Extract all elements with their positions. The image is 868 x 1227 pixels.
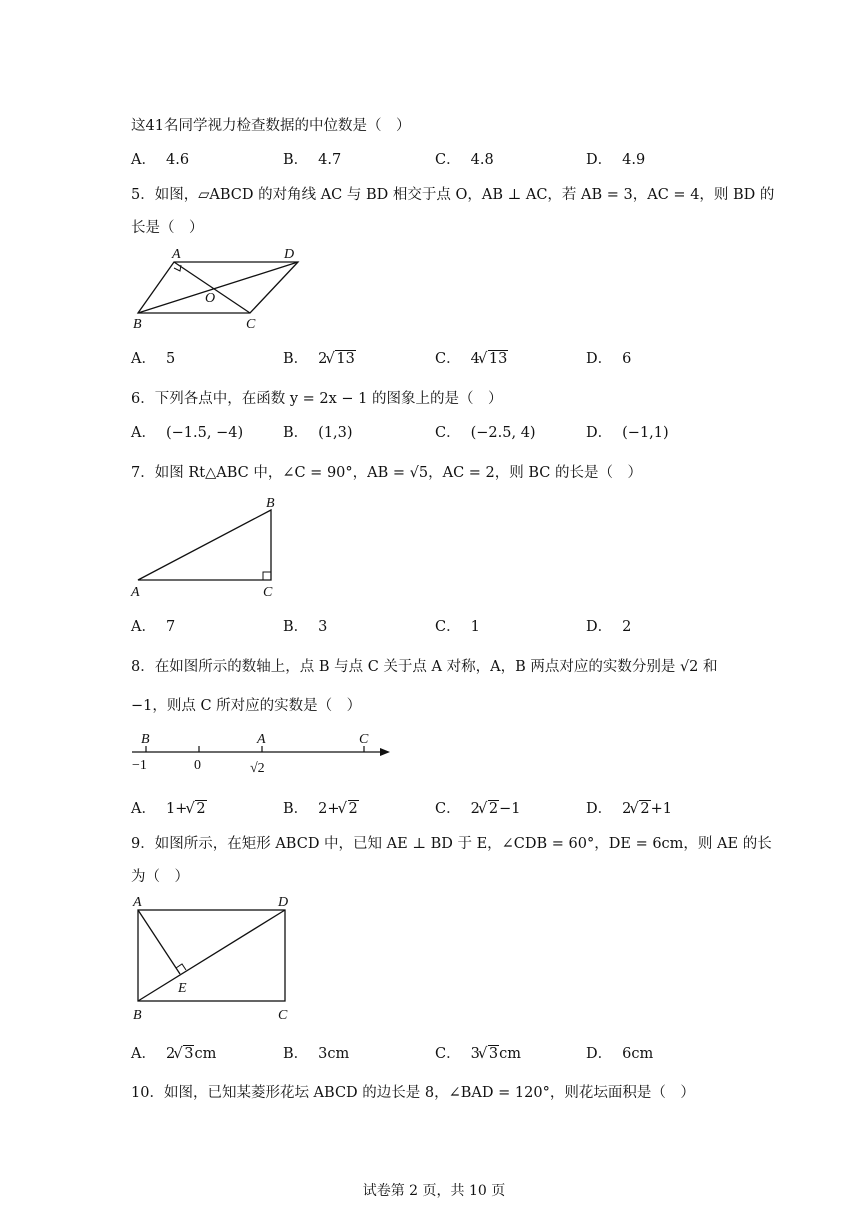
q6-option-d[interactable]: D． (−1,1) <box>586 425 669 441</box>
q4-option-a[interactable]: A． 4.6 <box>131 152 190 168</box>
page-footer: 试卷第 2 页，共 10 页 <box>362 1183 506 1199</box>
q4-option-c[interactable]: C． 4.8 <box>435 152 494 168</box>
q8-label-root-two: √2 <box>250 761 265 776</box>
q5-option-c[interactable]: C． 4√ 13 <box>435 347 508 368</box>
q5-label-o: O <box>205 291 216 306</box>
q7-option-c[interactable]: C． 1 <box>435 619 480 635</box>
q8-stem-line1: 8．在如图所示的数轴上，点 B 与点 C 关于点 A 对称，A，B 两点对应的实数分别是 √2 和 <box>131 659 718 675</box>
q7-label-a: A <box>131 585 140 600</box>
q7-option-b[interactable]: B． 3 <box>283 619 328 635</box>
q6-option-a[interactable]: A． (−1.5, −4) <box>131 425 244 441</box>
q8-label-zero: 0 <box>194 758 201 773</box>
q5-label-b: B <box>133 317 142 332</box>
q10-stem: 10．如图，已知某菱形花坛 ABCD 的边长是 8，∠BAD = 120°，则花坛面积是（ ） <box>131 1085 695 1101</box>
q7-option-a[interactable]: A． 7 <box>131 619 176 635</box>
q8-option-b[interactable]: B． 2+√ 2 <box>283 797 359 818</box>
q4-stem: 这41名同学视力检查数据的中位数是（ ） <box>131 118 411 134</box>
q7-label-b: B <box>266 496 275 511</box>
arrow-right-icon <box>380 748 390 756</box>
q9-label-e: E <box>178 981 187 996</box>
q9-label-b: B <box>133 1008 142 1023</box>
q9-label-a: A <box>133 895 142 910</box>
q9-option-a[interactable]: A． 2√ 3cm <box>131 1042 216 1063</box>
q8-label-c: C <box>359 732 369 747</box>
q4-option-d[interactable]: D． 4.9 <box>586 152 646 168</box>
q5-option-b[interactable]: B． 2√ 13 <box>283 347 356 368</box>
q7-label-c: C <box>263 585 273 600</box>
q8-label-b: B <box>141 732 150 747</box>
q5-parallelogram-figure <box>128 245 328 335</box>
q9-option-c[interactable]: C． 3√ 3cm <box>435 1042 521 1063</box>
q7-right-triangle-figure <box>128 494 308 604</box>
q5-stem-line1: 5．如图，▱ABCD 的对角线 AC 与 BD 相交于点 O，AB ⊥ AC，若 AB = 3，AC = 4，则 BD 的 <box>131 187 775 203</box>
q8-option-a[interactable]: A． 1+√ 2 <box>131 797 207 818</box>
q5-stem-line2: 长是（ ） <box>131 220 204 236</box>
q5-label-a: A <box>172 247 181 262</box>
q4-option-b[interactable]: B． 4.7 <box>283 152 342 168</box>
q5-option-d[interactable]: D． 6 <box>586 351 632 367</box>
q7-stem: 7．如图 Rt△ABC 中，∠C = 90°，AB = √5，AC = 2，则 BC 的长是（ ） <box>131 465 642 481</box>
q9-option-d[interactable]: D． 6cm <box>586 1046 654 1062</box>
q9-label-c: C <box>278 1008 288 1023</box>
q6-option-c[interactable]: C． (−2.5, 4) <box>435 425 536 441</box>
q8-option-c[interactable]: C． 2√ 2−1 <box>435 797 520 818</box>
q8-label-a: A <box>257 732 266 747</box>
q9-stem-line2: 为（ ） <box>131 869 189 885</box>
q8-label-minus-one: −1 <box>132 758 147 773</box>
q6-stem: 6．下列各点中，在函数 y = 2x − 1 的图象上的是（ ） <box>131 391 503 407</box>
q9-rectangle-figure <box>128 893 328 1023</box>
q9-label-d: D <box>278 895 289 910</box>
q8-number-line-figure <box>128 730 398 780</box>
q8-option-d[interactable]: D． 2√ 2+1 <box>586 797 672 818</box>
q5-label-d: D <box>284 247 295 262</box>
q8-stem-line2: −1，则点 C 所对应的实数是（ ） <box>131 698 362 714</box>
q9-stem-line1: 9．如图所示，在矩形 ABCD 中，已知 AE ⊥ BD 于 E，∠CDB = 60°，DE = 6cm，则 AE 的长 <box>131 836 772 852</box>
q6-option-b[interactable]: B． (1,3) <box>283 425 353 441</box>
q7-option-d[interactable]: D． 2 <box>586 619 632 635</box>
q9-option-b[interactable]: B． 3cm <box>283 1046 350 1062</box>
q5-label-c: C <box>246 317 256 332</box>
q5-option-a[interactable]: A． 5 <box>131 351 176 367</box>
